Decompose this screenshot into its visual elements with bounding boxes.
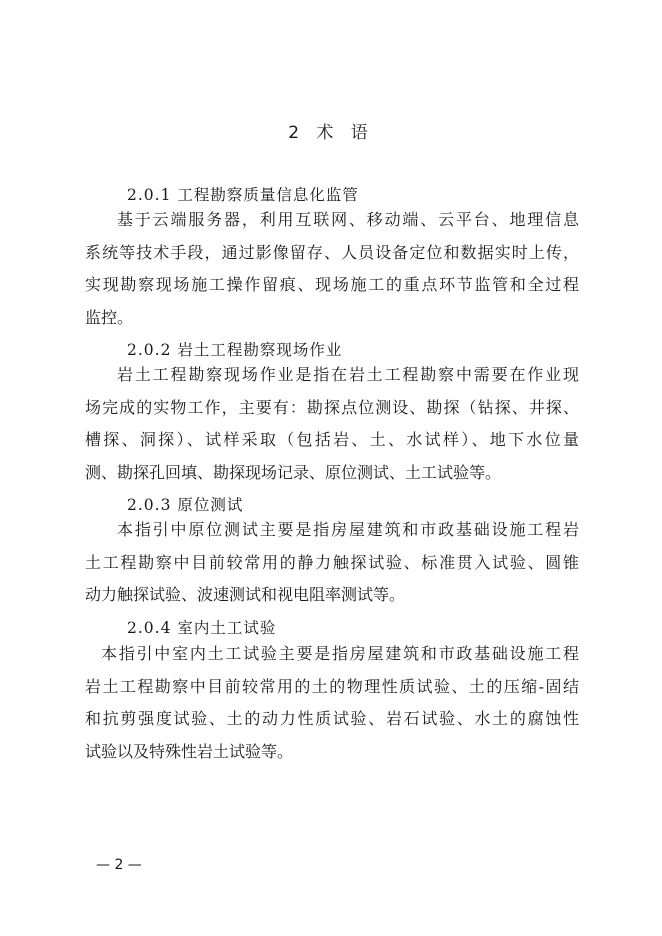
paragraph-line: 槽探、洞探）、试样采取（包括岩、土、水试样）、地下水位量 xyxy=(85,430,579,449)
paragraph-line: 监控。 xyxy=(85,307,134,327)
paragraph-line: 系统等技术手段，通过影像留存、人员设备定位和数据实时上传， xyxy=(85,242,579,262)
paragraph-line: 土工程勘察中目前较常用的静力触探试验、标准贯入试验、圆锥 xyxy=(85,552,579,572)
section-heading-2-0-2: 2.0.2 岩土工程勘察现场作业 xyxy=(127,341,343,359)
section-heading-2-0-4: 2.0.4 室内土工试验 xyxy=(127,619,277,637)
section-heading-2-0-3: 2.0.3 原位测试 xyxy=(127,496,244,514)
paragraph-line: 岩土工程勘察中目前较常用的土的物理性质试验、土的压缩-固结 xyxy=(85,676,579,696)
paragraph-line: 本指引中原位测试主要是指房屋建筑和市政基础设施工程岩 xyxy=(117,520,579,539)
paragraph-line: 测、勘探孔回填、勘探现场记录、原位测试、土工试验等。 xyxy=(85,462,502,482)
section-body-2-0-1 xyxy=(85,204,579,334)
section-body-2-0-2 xyxy=(85,359,579,489)
page-number: — 2 — xyxy=(96,857,142,873)
paragraph-line: 岩土工程勘察现场作业是指在岩土工程勘察中需要在作业现 xyxy=(117,365,579,384)
paragraph-line: 实现勘察现场施工操作留痕、现场施工的重点环节监管和全过程 xyxy=(85,275,579,294)
paragraph-line: 场完成的实物工作，主要有：勘探点位测设、勘探（钻探、井探、 xyxy=(85,397,579,417)
chapter-title: 2 术 语 xyxy=(288,123,374,143)
paragraph-line: 基于云端服务器，利用互联网、移动端、云平台、地理信息 xyxy=(117,210,579,229)
section-body-2-0-4 xyxy=(85,638,579,768)
paragraph-line: 和抗剪强度试验、土的动力性质试验、岩石试验、水土的腐蚀性 xyxy=(85,709,579,728)
section-body-2-0-3 xyxy=(85,514,579,612)
paragraph-line: 本指引中室内土工试验主要是指房屋建筑和市政基础设施工程 xyxy=(101,644,579,663)
section-heading-2-0-1: 2.0.1 工程勘察质量信息化监管 xyxy=(127,186,359,204)
paragraph-line: 动力触探试验、波速测试和视电阻率测试等。 xyxy=(85,585,406,604)
paragraph-line: 试验以及特殊性岩土试验等。 xyxy=(85,741,294,761)
